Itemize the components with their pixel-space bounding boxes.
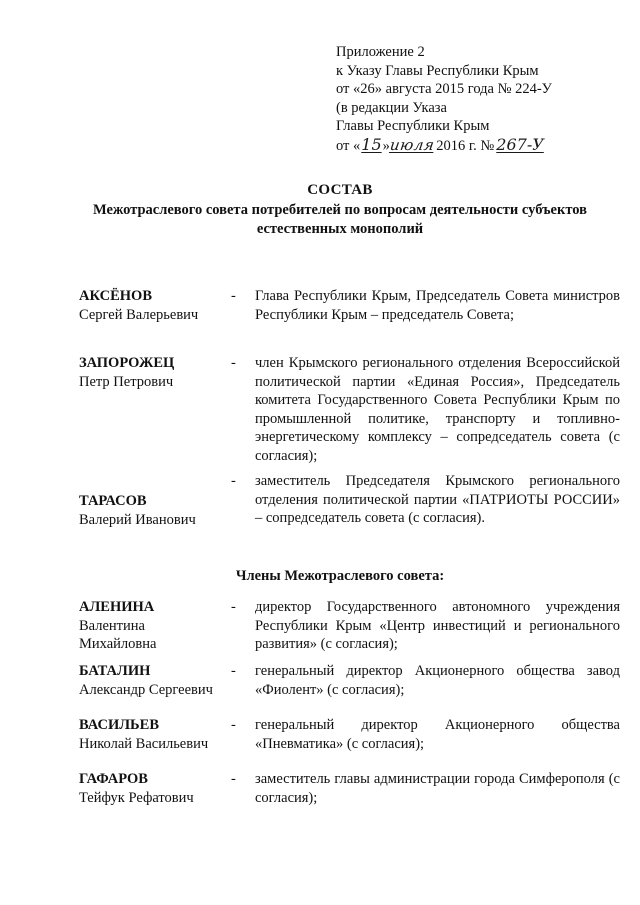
position-description: генеральный директор Акционерного общества завод «Фиолент» (с согласия); (255, 663, 620, 698)
name-column (79, 770, 229, 807)
members-section-title: Члены Межотраслевого совета: (235, 568, 445, 584)
dash: - (231, 288, 236, 304)
given-name: Тейфук Рефатович (79, 789, 194, 806)
dash: - (231, 663, 236, 679)
position-description: генеральный директор Акционерного общества «Пневматика» (с согласия); (255, 717, 620, 752)
handwritten-day: 15 (361, 134, 382, 154)
given-name: Валентина (79, 617, 145, 634)
surname: ГАФАРОВ (79, 771, 148, 787)
appendix-block (336, 43, 616, 156)
dash: - (231, 473, 236, 489)
appendix-line: (в редакции Указа (336, 99, 447, 116)
position-description: директор Государственного автономного учреждения Республики Крым «Центр инвестиций и регионального развития» (с согласия); (255, 599, 620, 653)
position-description: Глава Республики Крым, Председатель Совета министров Республики Крым – председатель Совета; (255, 288, 620, 323)
name-column (79, 354, 229, 391)
handwritten-month: июля (388, 135, 436, 154)
given-name: Валерий Иванович (79, 511, 196, 528)
patronymic: Михайловна (79, 636, 157, 653)
appendix-date-quote: » (382, 137, 390, 154)
name-column (79, 716, 229, 753)
appendix-line: Главы Республики Крым (336, 118, 490, 135)
surname: ЗАПОРОЖЕЦ (79, 355, 175, 371)
position-description: заместитель Председателя Крымского регионального отделения политической партии «ПАТРИОТЫ РОССИИ» – сопредседатель совета (с согласия). (255, 473, 620, 527)
document-heading: СОСТАВ (307, 182, 373, 198)
name-column (79, 287, 229, 324)
appendix-line: к Указу Главы Республики Крым (336, 62, 539, 79)
dash: - (231, 717, 236, 733)
dash: - (231, 771, 236, 787)
name-column (79, 598, 229, 654)
appendix-date-year: 2016 г. № (436, 137, 495, 154)
given-name: Александр Сергеевич (79, 681, 213, 698)
surname: АКСЁНОВ (79, 288, 152, 304)
appendix-line-handwritten (336, 136, 616, 156)
surname: ТАРАСОВ (79, 493, 147, 509)
given-name: Петр Петрович (79, 373, 174, 390)
dash: - (231, 599, 236, 615)
given-name: Николай Васильевич (79, 735, 209, 752)
appendix-line: от «26» августа 2015 года № 224-У (336, 81, 552, 98)
position-description: заместитель главы администрации города Симферополя (с согласия); (255, 771, 620, 806)
appendix-line: Приложение 2 (336, 44, 425, 60)
name-column (79, 492, 229, 529)
document-subtitle: Межотраслевого совета потребителей по вопросам деятельности субъектов естественных монополий (93, 202, 587, 237)
name-column (79, 662, 229, 699)
surname: АЛЕНИНА (79, 599, 155, 615)
position-description: член Крымского регионального отделения Всероссийской политической партии «Единая Россия», Председатель комитета Государственного Совета Республики Крым по промышленной политике, транспорту и топливно-энергетическому комплексу – сопредседатель совета (с согласия); (255, 355, 620, 464)
appendix-date-prefix: от « (336, 137, 361, 154)
given-name: Сергей Валерьевич (79, 306, 199, 323)
surname: БАТАЛИН (79, 663, 151, 679)
dash: - (231, 355, 236, 371)
surname: ВАСИЛЬЕВ (79, 717, 159, 733)
handwritten-number: 267-У (496, 134, 544, 154)
